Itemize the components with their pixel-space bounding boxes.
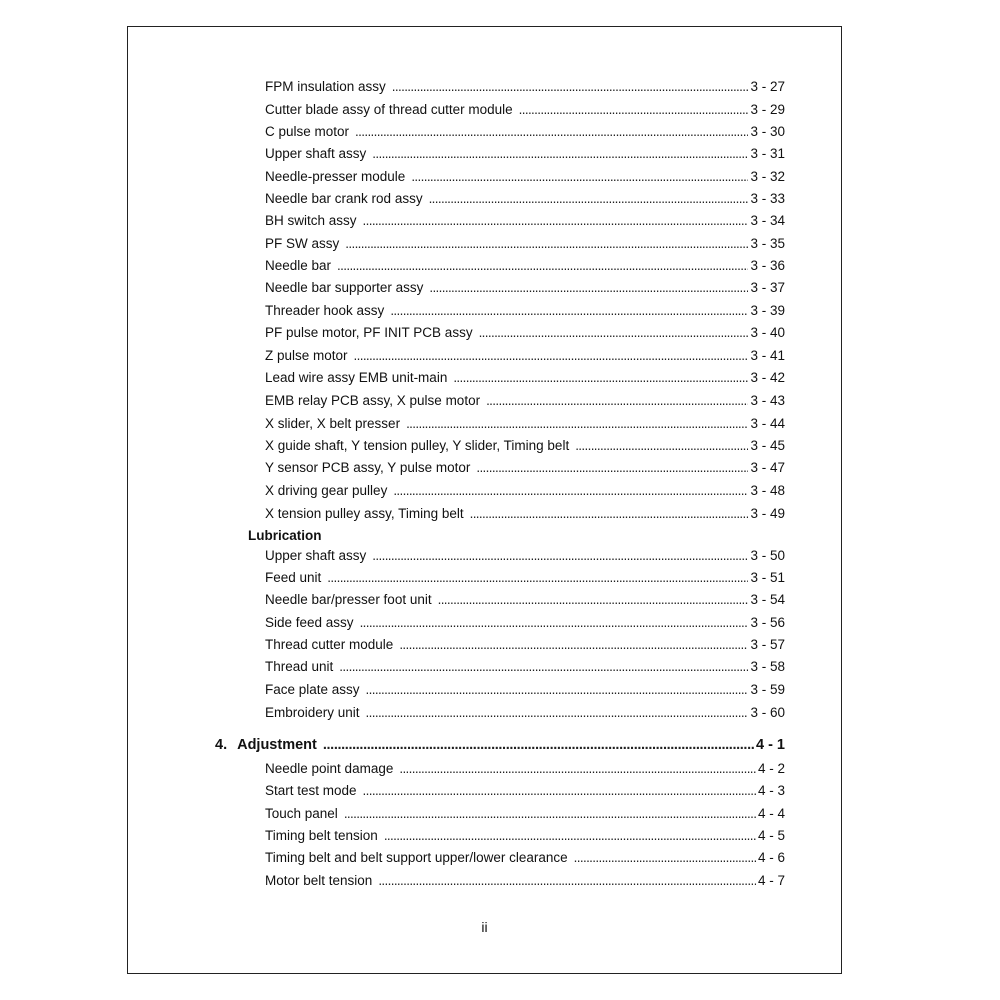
dot-leader	[575, 437, 748, 455]
toc-entry-page: 4 - 3	[757, 783, 785, 798]
toc-entry-title: Z pulse motor	[265, 348, 348, 363]
toc-entry-title: Needle bar supporter assy	[265, 280, 424, 295]
toc-entry-title: X guide shaft, Y tension pulley, Y slider, Timing belt	[265, 438, 570, 453]
dot-leader	[399, 636, 748, 654]
toc-entry-page: 3 - 41	[750, 348, 785, 363]
dot-leader	[470, 505, 749, 523]
toc-entry-title: Feed unit	[265, 570, 322, 585]
toc-entry	[265, 459, 785, 477]
dot-leader	[337, 257, 748, 275]
toc-entry-title: PF pulse motor, PF INIT PCB assy	[265, 325, 473, 340]
toc-entry-title: Timing belt and belt support upper/lower clearance	[265, 850, 568, 865]
toc-entry	[265, 123, 785, 141]
toc-entry-page: 3 - 47	[750, 460, 785, 475]
toc-entry-title: EMB relay PCB assy, X pulse motor	[265, 393, 481, 408]
toc-entry-page: 4 - 2	[757, 761, 785, 776]
toc-entry	[265, 782, 785, 800]
toc-entry-page: 3 - 32	[750, 169, 785, 184]
toc-entry-page: 3 - 30	[750, 124, 785, 139]
toc-entry	[265, 212, 785, 230]
toc-entry-title: C pulse motor	[265, 124, 350, 139]
dot-leader	[345, 235, 748, 253]
toc-entry-title: Timing belt tension	[265, 828, 378, 843]
dot-leader	[479, 324, 749, 342]
chapter-title: Adjustment	[237, 737, 317, 753]
dot-leader	[453, 369, 748, 387]
dot-leader	[476, 459, 748, 477]
dot-leader	[354, 347, 749, 365]
toc-entry-title: Embroidery unit	[265, 705, 360, 720]
dot-leader	[406, 415, 748, 433]
toc-entry-page: 3 - 33	[750, 191, 785, 206]
toc-entry	[265, 392, 785, 410]
toc-entry-page: 3 - 42	[750, 370, 785, 385]
toc-entry-title: Thread unit	[265, 659, 334, 674]
toc-entry-title: Lead wire assy EMB unit-main	[265, 370, 448, 385]
dot-leader	[372, 547, 748, 565]
dot-leader	[327, 569, 748, 587]
page-number: ii	[481, 919, 488, 935]
document-page	[127, 26, 842, 974]
toc-entry	[265, 849, 785, 867]
dot-leader	[393, 482, 748, 500]
dot-leader	[411, 168, 748, 186]
toc-entry-title: Upper shaft assy	[265, 146, 367, 161]
toc-entry	[265, 78, 785, 96]
toc-entry-title: Face plate assy	[265, 682, 360, 697]
toc-entry-page: 4 - 6	[757, 850, 785, 865]
dot-leader	[366, 704, 749, 722]
dot-leader	[360, 614, 749, 632]
toc-entry-page: 3 - 39	[750, 303, 785, 318]
dot-leader	[355, 123, 748, 141]
dot-leader	[486, 392, 748, 410]
toc-entry-page: 3 - 34	[750, 213, 785, 228]
dot-leader	[344, 805, 756, 823]
dot-leader	[392, 78, 749, 96]
toc-entry-title: Thread cutter module	[265, 637, 394, 652]
toc-entry-page: 3 - 49	[750, 506, 785, 521]
dot-leader	[372, 145, 748, 163]
toc-entry-title: Side feed assy	[265, 615, 354, 630]
toc-entry-title: Motor belt tension	[265, 873, 373, 888]
toc-entry	[265, 872, 785, 890]
toc-entry-page: 3 - 40	[750, 325, 785, 340]
toc-entry-page: 3 - 29	[750, 102, 785, 117]
toc-entry	[265, 369, 785, 387]
toc-entry-title: Needle-presser module	[265, 169, 406, 184]
toc-entry-page: 3 - 35	[750, 236, 785, 251]
toc-entry	[265, 658, 785, 676]
toc-entry	[265, 347, 785, 365]
toc-entry	[265, 591, 785, 609]
toc-entry-page: 3 - 44	[750, 416, 785, 431]
toc-entry	[265, 569, 785, 587]
dot-leader	[390, 302, 748, 320]
toc-entry-title: X slider, X belt presser	[265, 416, 401, 431]
toc-entry-page: 3 - 58	[750, 659, 785, 674]
toc-entry	[265, 168, 785, 186]
toc-entry-title: Threader hook assy	[265, 303, 385, 318]
toc-entry	[265, 505, 785, 523]
toc-entry	[265, 681, 785, 699]
toc-entry	[265, 636, 785, 654]
toc-entry-page: 3 - 51	[750, 570, 785, 585]
toc-entry	[265, 145, 785, 163]
dot-leader	[339, 658, 748, 676]
toc-entry	[265, 437, 785, 455]
section-heading-lubrication: Lubrication	[248, 528, 322, 543]
toc-entry	[265, 279, 785, 297]
toc-entry	[265, 190, 785, 208]
dot-leader	[519, 101, 749, 119]
toc-entry-page: 3 - 60	[750, 705, 785, 720]
toc-entry	[265, 257, 785, 275]
toc-entry-page: 3 - 56	[750, 615, 785, 630]
toc-entry-title: Needle point damage	[265, 761, 394, 776]
toc-entry-page: 4 - 4	[757, 806, 785, 821]
toc-entry-page: 3 - 54	[750, 592, 785, 607]
toc-entry-page: 3 - 31	[750, 146, 785, 161]
toc-entry-title: FPM insulation assy	[265, 79, 386, 94]
toc-entry-title: Upper shaft assy	[265, 548, 367, 563]
toc-entry-page: 4 - 7	[757, 873, 785, 888]
toc-entry-title: Start test mode	[265, 783, 357, 798]
toc-entry	[265, 827, 785, 845]
toc-entry	[265, 235, 785, 253]
toc-entry	[265, 805, 785, 823]
toc-entry-page: 3 - 57	[750, 637, 785, 652]
dot-leader	[378, 872, 756, 890]
toc-entry-title: PF SW assy	[265, 236, 340, 251]
dot-leader	[323, 736, 754, 754]
dot-leader	[429, 279, 748, 297]
toc-entry-title: Needle bar/presser foot unit	[265, 592, 432, 607]
toc-entry-page: 3 - 59	[750, 682, 785, 697]
toc-entry-title: X tension pulley assy, Timing belt	[265, 506, 464, 521]
toc-entry-page: 4 - 5	[757, 828, 785, 843]
toc-entry	[265, 704, 785, 722]
dot-leader	[429, 190, 749, 208]
toc-entry-page: 3 - 27	[750, 79, 785, 94]
toc-entry-title: Needle bar	[265, 258, 332, 273]
dot-leader	[574, 849, 756, 867]
toc-entry-title: X driving gear pulley	[265, 483, 388, 498]
dot-leader	[399, 760, 756, 778]
toc-entry-title: Touch panel	[265, 806, 338, 821]
toc-entry	[265, 482, 785, 500]
chapter-number: 4.	[215, 737, 228, 753]
dot-leader	[384, 827, 756, 845]
dot-leader	[363, 212, 749, 230]
chapter-page: 4 - 1	[755, 737, 785, 753]
table-of-contents	[128, 27, 841, 973]
toc-entry	[265, 101, 785, 119]
toc-entry-title: Needle bar crank rod assy	[265, 191, 423, 206]
toc-entry-title: BH switch assy	[265, 213, 357, 228]
toc-entry	[265, 415, 785, 433]
toc-entry-title: Y sensor PCB assy, Y pulse motor	[265, 460, 471, 475]
toc-entry-title: Cutter blade assy of thread cutter module	[265, 102, 513, 117]
toc-entry-page: 3 - 48	[750, 483, 785, 498]
toc-entry	[265, 760, 785, 778]
toc-entry	[265, 302, 785, 320]
toc-entry-page: 3 - 43	[750, 393, 785, 408]
toc-chapter-entry	[215, 736, 785, 754]
toc-entry-page: 3 - 36	[750, 258, 785, 273]
dot-leader	[366, 681, 749, 699]
toc-entry-page: 3 - 45	[750, 438, 785, 453]
toc-entry	[265, 547, 785, 565]
toc-entry-page: 3 - 50	[750, 548, 785, 563]
dot-leader	[363, 782, 756, 800]
toc-entry-page: 3 - 37	[750, 280, 785, 295]
toc-entry	[265, 614, 785, 632]
toc-entry	[265, 324, 785, 342]
dot-leader	[438, 591, 749, 609]
